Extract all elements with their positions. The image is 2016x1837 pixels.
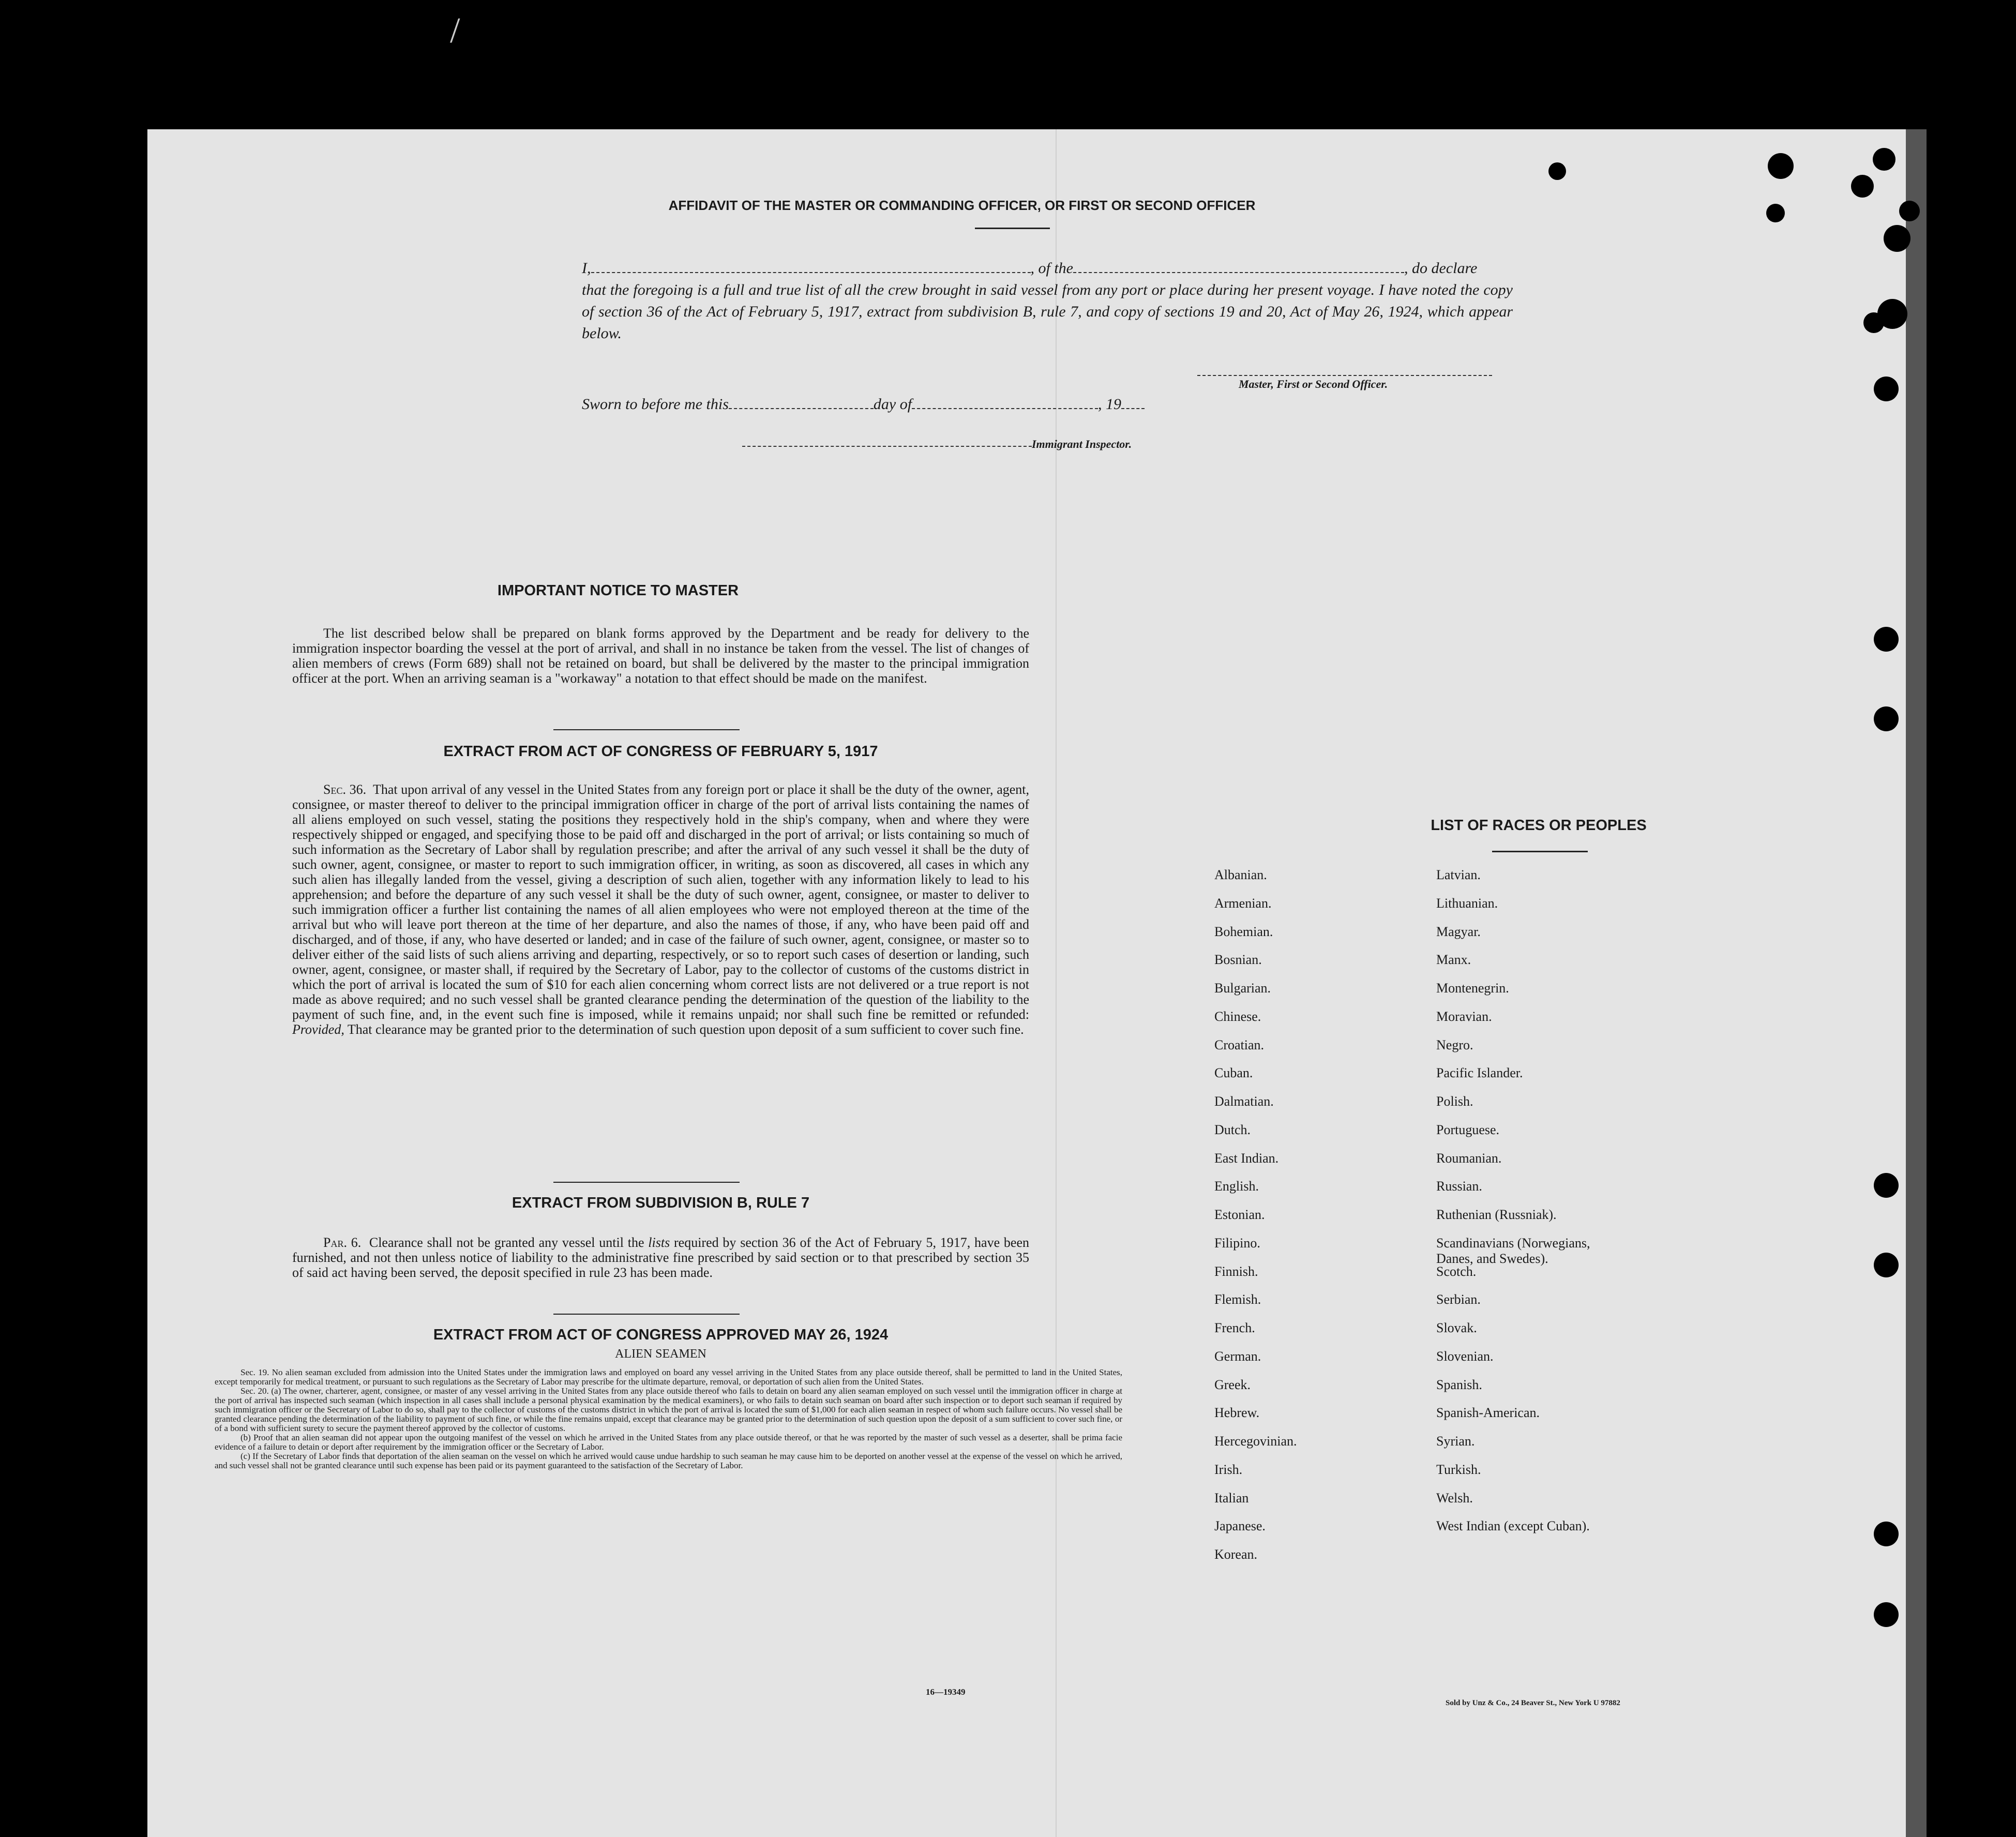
binder-hole: [1863, 312, 1884, 333]
extract-1924-title: EXTRACT FROM ACT OF CONGRESS APPROVED MAY 26, 1924: [433, 1327, 889, 1343]
extract-1917-block: [292, 782, 1029, 1037]
binder-hole: [1851, 175, 1874, 198]
page-edge-shadow: [1906, 129, 1927, 1837]
sworn-year: , 19: [1098, 396, 1122, 413]
race-item: Finnish.: [1214, 1263, 1258, 1279]
binder-hole: [1768, 153, 1794, 179]
notice-title: IMPORTANT NOTICE TO MASTER: [497, 582, 739, 599]
binder-hole: [1874, 377, 1899, 401]
race-item: Cuban.: [1214, 1065, 1253, 1081]
binder-hole: [1548, 162, 1566, 180]
race-item: English.: [1214, 1179, 1259, 1194]
affidavit-statement: that the foregoing is a full and true list of all the crew brought in said vessel from any port or place during her present voyage. I have noted the copy of section 36 of the Act of February 5, 1917, extract from subdivision B, rule 7, and copy of sections 19 and 20, Act of May 26, 1924, which appear below.: [582, 281, 1513, 342]
rule7-body-b: required by section 36 of the Act of February 5, 1917, have been furnished, and not then unless notice of liability to the administrative fine prescribed by said section or to that prescribed by section 35 of said act having been served, the deposit specified in rule 23 has been made.: [292, 1235, 1030, 1280]
race-item: Welsh.: [1436, 1490, 1473, 1505]
race-item: Chinese.: [1214, 1008, 1261, 1024]
race-item: Slovenian.: [1436, 1348, 1494, 1364]
sec-36-label: Sec. 36.: [323, 782, 367, 797]
printer-imprint: Sold by Unz & Co., 24 Beaver St., New York U 97882: [1446, 1699, 1620, 1707]
race-item: Korean.: [1214, 1547, 1258, 1562]
races-title-rule: [1492, 851, 1588, 852]
affidavit-title-rule: [975, 228, 1050, 229]
race-item: Syrian.: [1436, 1434, 1475, 1449]
sworn-line: [582, 396, 1145, 413]
race-item: German.: [1214, 1348, 1261, 1364]
extract-1917-text: [292, 782, 1029, 1037]
race-item: Latvian.: [1436, 867, 1481, 882]
sec-20c-text: (c) If the Secretary of Labor finds that deportation of the alien seaman on the vessel on which he arrived would cause undue hardship to such seaman he may cause him to be deported on another vessel at the expense of the vessel on which he arrived, and such vessel shall not be granted clearance until such expense has been paid or its payment guaranteed to the satisfaction of the Secretary of Labor.: [215, 1451, 1122, 1470]
race-item: Albanian.: [1214, 867, 1267, 882]
affidavit-body: [582, 258, 1513, 344]
lists-word: lists: [648, 1235, 670, 1250]
extract-1917-rule: [553, 1182, 740, 1183]
race-item: Ruthenian (Russniak).: [1436, 1207, 1557, 1222]
race-item: Spanish.: [1436, 1377, 1482, 1392]
rule7-text: [292, 1235, 1029, 1280]
sworn-prefix: Sworn to before me this: [582, 396, 729, 413]
race-item: Bohemian.: [1214, 924, 1273, 939]
race-item: Scotch.: [1436, 1263, 1477, 1279]
races-title: LIST OF RACES OR PEOPLES: [1431, 817, 1647, 834]
inspector-signature-line: [742, 446, 1032, 447]
race-item: Polish.: [1436, 1094, 1473, 1109]
race-item: East Indian.: [1214, 1150, 1279, 1166]
notice-text: The list described below shall be prepared on blank forms approved by the Department and be ready for delivery to the immigration inspector boarding the vessel at the port of arrival, and shall in no instance be taken from the vessel. The list of changes of alien members of crews (Form 689) shall not be retained on board, but shall be delivered by the master to the principal immigration officer at the port. When an arriving seaman is a "workaway" a notation to that effect should be made on the manifest.: [292, 626, 1029, 686]
form-number: 16—19349: [926, 1687, 966, 1697]
extract-1917-title: EXTRACT FROM ACT OF CONGRESS OF FEBRUARY 5, 1917: [443, 743, 878, 760]
affidavit-of-the: , of the: [1030, 260, 1073, 277]
sworn-year-blank: [1121, 408, 1145, 409]
binder-hole: [1874, 1253, 1899, 1277]
race-item: Dutch.: [1214, 1122, 1251, 1137]
race-item: Portuguese.: [1436, 1122, 1500, 1137]
sec-20b-text: (b) Proof that an alien seaman did not appear upon the outgoing manifest of the vessel on which he arrived in the United States from any place outside thereof, or that he was reported by the master of such vessel as a deserter, shall be prima facie evidence of a failure to detain or deport after requirement by the immigration officer or the Secretary of Labor.: [215, 1433, 1122, 1452]
binder-hole: [1874, 1602, 1899, 1627]
notice-text-block: [292, 626, 1029, 686]
rule7-body-a: Clearance shall not be granted any vessel until the: [369, 1235, 644, 1250]
sec-19-text: Sec. 19. No alien seaman excluded from admission into the United States under the immigration laws and employed on board any vessel arriving in the United States from any place outside thereof, shall be permitted to land in the United States, except temporarily for medical treatment, or pursuant to such regulations as the Secretary of Labor may prescribe for the ultimate departure, removal, or deportation of such alien from the United States.: [215, 1367, 1122, 1387]
binder-hole: [1874, 1522, 1899, 1546]
sec-36-body: That upon arrival of any vessel in the United States from any foreign port or place it shall be the duty of the owner, agent, consignee, or master thereof to deliver to the principal immigration officer in charge of the port of arrival lists containing the names of all aliens employed on such vessel, stating the positions they respectively hold in the ship's company, when and where they were respectively shipped or engaged, and specifying those to be paid off and discharged in the port of arrival; or lists containing so much of such information as the Secretary of Labor shall by regulation prescribe; and after the arrival of any such vessel it shall be the duty of such owner, agent, consignee, or master to report to such immigration officer, in writing, as soon as discovered, all cases in which any such alien has illegally landed from the vessel, giving a description of such alien, together with any information likely to lead to his apprehension; and before the departure of any such vessel it shall be the duty of such owner, agent, consignee, or master to deliver to such immigration officer a further list containing the names of all alien employees who were not employed thereon at the time of the arrival but who will leave port thereon at the time of her departure, and also the names of those, if any, who have been paid off and discharged, and of those, if any, who have deserted or landed; and in case of the failure of such owner, agent, consignee, or master so to deliver either of the said lists of such aliens arriving and departing, respectively, or so to report such cases of desertion or landing, such owner, agent, consignee, or master shall, if required by the Secretary of Labor, pay to the collector of customs of the customs district in which the port of arrival is located the sum of $10 for each alien concerning whom correct lists are not delivered or a true report is not made as above required; and no such vessel shall be granted clearance pending the determination of the question of the liability to the payment of such fine, and, in the event such fine is imposed, while it remains unpaid; nor shall such fine be remitted or refunded:: [292, 782, 1030, 1022]
race-item: Bosnian.: [1214, 952, 1262, 968]
affidavit-i: I,: [582, 260, 591, 277]
page-fold: [1056, 129, 1057, 1837]
race-item: Spanish-American.: [1436, 1405, 1540, 1421]
binder-hole: [1884, 225, 1910, 252]
race-item: Estonian.: [1214, 1207, 1265, 1222]
race-item: Japanese.: [1214, 1518, 1266, 1534]
race-item: West Indian (except Cuban).: [1436, 1518, 1590, 1534]
race-item: Irish.: [1214, 1462, 1243, 1477]
extract-1924-block: [215, 1368, 1122, 1470]
rule7-rule: [553, 1314, 740, 1315]
par-6-label: Par. 6.: [323, 1235, 362, 1250]
race-item: Lithuanian.: [1436, 895, 1498, 911]
race-item: Magyar.: [1436, 924, 1481, 939]
race-item: Turkish.: [1436, 1462, 1481, 1477]
sec-20a-text: Sec. 20. (a) The owner, charterer, agent, consignee, or master of any vessel arriving in the United States from any place outside thereof who fails to detain on board any alien seaman employed on such vessel until the immigration officer in charge at the port of arrival has inspected such seaman (which inspection in all cases shall include a personal physical examination by the medical examiners), or who fails to detain such seaman on board after such inspection or to deport such seaman if required by such immigration officer or the Secretary of Labor to do so, shall pay to the collector of customs of the customs district in which the port of arrival is located the sum of $1,000 for each alien seaman in respect of whom such failure occurs. No vessel shall be granted clearance pending the determination of the liability to payment of such fine, or while the fine remains unpaid, except that clearance may be granted prior to the determination of such question upon the deposit of a sum sufficient to cover such fine, or of a bond with sufficient surety to secure the payment thereof approved by the collector of customs.: [215, 1386, 1122, 1433]
race-item: French.: [1214, 1320, 1255, 1335]
rule7-block: [292, 1235, 1029, 1280]
inspector-caption: Immigrant Inspector.: [1032, 438, 1132, 450]
race-item: Russian.: [1436, 1179, 1482, 1194]
binder-hole: [1874, 1173, 1899, 1198]
race-item: Manx.: [1436, 952, 1471, 968]
sworn-month-blank: [912, 408, 1098, 409]
sec-36-end: That clearance may be granted prior to the determination of such question upon deposit of a sum sufficient to cover such fine.: [347, 1022, 1024, 1037]
scan-mark: /: [450, 11, 460, 51]
affidavit-name-blank: [591, 272, 1031, 273]
race-item: Dalmatian.: [1214, 1094, 1274, 1109]
affidavit-vessel-blank: [1073, 272, 1404, 273]
master-signature-caption: Master, First or Second Officer.: [1239, 378, 1388, 390]
race-item: Slovak.: [1436, 1320, 1477, 1335]
affidavit-line1: [582, 258, 1513, 279]
race-item: Greek.: [1214, 1377, 1251, 1392]
sworn-day-of: day of: [873, 396, 912, 413]
rule7-title: EXTRACT FROM SUBDIVISION B, RULE 7: [511, 1195, 810, 1211]
affidavit-declare: , do declare: [1404, 260, 1478, 277]
extract-1924-subtitle: ALIEN SEAMEN: [615, 1347, 706, 1361]
race-item: Italian: [1214, 1490, 1249, 1505]
race-item: Flemish.: [1214, 1292, 1261, 1307]
document-page: [147, 129, 1927, 1837]
notice-rule: [553, 729, 740, 730]
race-item: Scandinavians (Norwegians, Danes, and Swedes).: [1436, 1235, 1590, 1266]
binder-hole: [1899, 201, 1920, 221]
binder-hole: [1766, 204, 1785, 222]
affidavit-title: AFFIDAVIT OF THE MASTER OR COMMANDING OFFICER, OR FIRST OR SECOND OFFICER: [668, 198, 1256, 213]
binder-hole: [1873, 148, 1895, 171]
sworn-day-blank: [729, 408, 874, 409]
race-item: Filipino.: [1214, 1235, 1260, 1251]
race-item: Hercegovinian.: [1214, 1434, 1297, 1449]
race-item: Serbian.: [1436, 1292, 1481, 1307]
race-item: Pacific Islander.: [1436, 1065, 1523, 1081]
race-item: Hebrew.: [1214, 1405, 1260, 1421]
race-item: Negro.: [1436, 1037, 1473, 1052]
master-signature-line: [1197, 375, 1492, 376]
race-item: Roumanian.: [1436, 1150, 1502, 1166]
race-item: Armenian.: [1214, 895, 1272, 911]
binder-hole: [1874, 706, 1899, 731]
race-item: Croatian.: [1214, 1037, 1265, 1052]
race-item: Bulgarian.: [1214, 981, 1271, 996]
race-item: Moravian.: [1436, 1008, 1492, 1024]
provided-word: Provided,: [292, 1022, 344, 1037]
binder-hole: [1874, 627, 1899, 652]
race-item: Montenegrin.: [1436, 981, 1509, 996]
